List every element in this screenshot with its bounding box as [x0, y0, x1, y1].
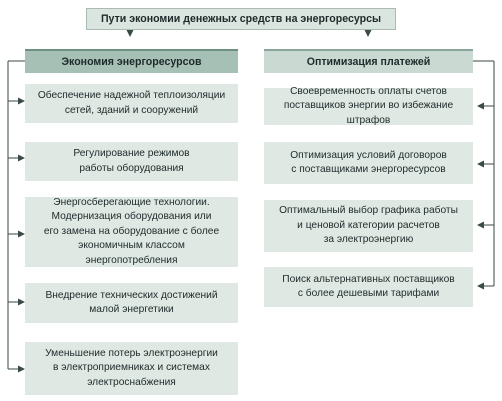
- left-item-2-line-2: работы оборудования: [79, 162, 184, 174]
- right-item-4: [264, 267, 473, 307]
- left-item-3-line-1: Энергосберегающие технологии.: [53, 196, 210, 208]
- right-item-4-line-1: Поиск альтернативных поставщиков: [282, 273, 455, 285]
- right-branch-header: [264, 49, 473, 73]
- left-item-5-line-1: Уменьшение потерь электроэнергии: [45, 347, 218, 359]
- left-item-4-line-1: Внедрение технических достижений: [45, 289, 218, 301]
- left-item-5-line-2: в электроприемниках и системах: [53, 362, 210, 374]
- right-item-4-line-2: с более дешевыми тарифами: [297, 288, 440, 299]
- left-item-5-line-3: электроснабжения: [87, 376, 176, 388]
- left-item-3-line-3: его замена на оборудование с более: [43, 225, 220, 237]
- left-item-2: [25, 142, 238, 181]
- right-item-3-line-1: Оптимальный выбор графика работы: [279, 205, 458, 217]
- right-item-2-line-1: Оптимизация условий договоров: [290, 149, 447, 161]
- left-item-1: [25, 84, 238, 123]
- left-item-5: [25, 342, 238, 395]
- right-item-2: [264, 142, 473, 184]
- right-item-2-line-2: с поставщиками энергоресурсов: [291, 164, 446, 175]
- diagram-title: Пути экономии денежных средств на энергоресурсы: [100, 12, 382, 25]
- left-item-3: [25, 197, 238, 267]
- left-item-4: [25, 283, 238, 323]
- diagram-title-box: [86, 8, 396, 30]
- right-item-3-line-3: за электроэнергию: [323, 234, 414, 246]
- left-item-1-line-1: Обеспечение надежной теплоизоляции: [37, 90, 226, 101]
- left-item-2-line-1: Регулирование режимов: [73, 148, 190, 159]
- right-item-1-line-2: поставщиков энергии во избежание штрафов: [283, 100, 454, 126]
- right-branch-title: Оптимизация платежей: [306, 55, 431, 68]
- right-item-1-line-1: Своевременность оплаты счетов: [290, 85, 447, 97]
- left-branch-header: [25, 49, 238, 73]
- left-item-1-line-2: сетей, зданий и сооружений: [64, 104, 199, 116]
- left-item-4-line-2: малой энергетики: [89, 304, 174, 315]
- left-item-3-line-4: экономичным классом энергопотребления: [78, 240, 185, 266]
- right-item-3: [264, 200, 473, 252]
- right-item-3-line-2: и ценовой категории расчетов: [297, 219, 440, 231]
- left-branch-title: Экономия энергоресурсов: [61, 55, 202, 68]
- left-item-3-line-2: Модернизация оборудования или: [51, 211, 212, 223]
- right-item-1: [264, 85, 473, 126]
